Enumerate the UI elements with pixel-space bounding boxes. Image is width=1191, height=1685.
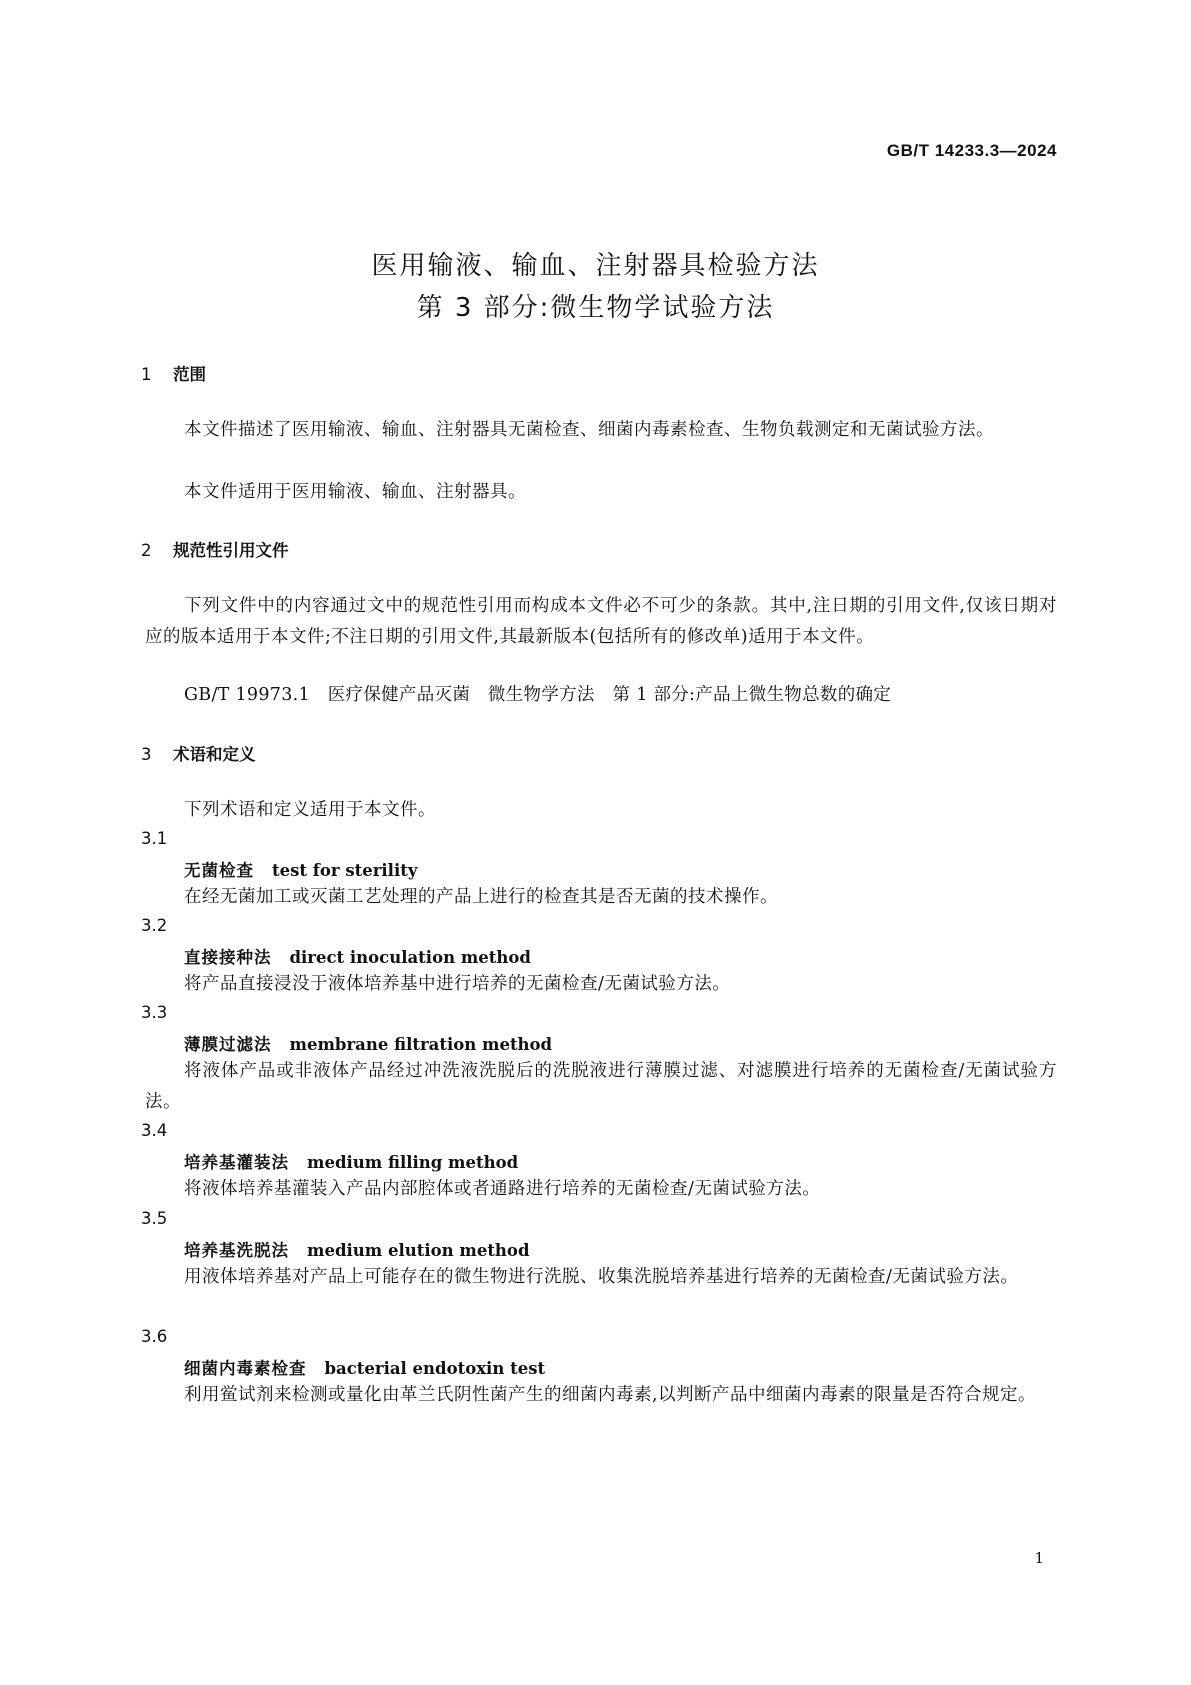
term-en: medium filling method	[307, 1153, 519, 1172]
term-number: 3.6	[141, 1327, 168, 1346]
term-en: bacterial endotoxin test	[324, 1359, 546, 1378]
term-heading	[184, 1149, 518, 1173]
term-en: test for sterility	[272, 861, 418, 880]
term-en: membrane filtration method	[289, 1035, 553, 1054]
term-number: 3.1	[141, 829, 168, 848]
section-title: 范围	[173, 365, 206, 384]
term-definition: 用液体培养基对产品上可能存在的微生物进行洗脱、收集洗脱培养基进行培养的无菌检查/无菌试验方法。	[184, 1267, 1019, 1287]
term-heading	[184, 1355, 545, 1379]
term-zh: 培养基灌装法	[184, 1153, 289, 1172]
section-title: 术语和定义	[173, 745, 256, 764]
term-number: 3.3	[141, 1003, 168, 1022]
term-zh: 直接接种法	[184, 948, 272, 967]
term-heading	[184, 857, 417, 881]
term-zh: 无菌检查	[184, 861, 254, 880]
term-number: 3.5	[141, 1209, 168, 1228]
section-1-paragraph-1: 本文件描述了医用输液、输血、注射器具无菌检查、细菌内毒素检查、生物负载测定和无菌试验方法。	[184, 420, 994, 440]
term-definition: 在经无菌加工或灭菌工艺处理的产品上进行的检查其是否无菌的技术操作。	[184, 887, 778, 907]
document-title-line1: 医用输液、输血、注射器具检验方法	[371, 251, 820, 281]
section-number: 1	[141, 365, 152, 384]
section-3-intro: 下列术语和定义适用于本文件。	[184, 800, 436, 820]
section-number: 2	[141, 541, 152, 560]
term-definition: 将产品直接浸没于液体培养基中进行培养的无菌检查/无菌试验方法。	[184, 974, 731, 994]
term-definition: 将液体产品或非液体产品经过冲洗液洗脱后的洗脱液进行薄膜过滤、对滤膜进行培养的无菌检查/无菌试验方法。	[145, 1061, 1057, 1112]
term-heading	[184, 1031, 552, 1055]
section-3-heading	[141, 741, 256, 765]
term-definition: 利用鲎试剂来检测或量化由革兰氏阴性菌产生的细菌内毒素,以判断产品中细菌内毒素的限量是否符合规定。	[184, 1385, 1037, 1405]
term-zh: 细菌内毒素检查	[184, 1359, 307, 1378]
section-1-heading	[141, 361, 206, 385]
term-number: 3.2	[141, 916, 168, 935]
section-number: 3	[141, 745, 152, 764]
standard-code: GB/T 14233.3—2024	[886, 141, 1057, 160]
term-en: medium elution method	[307, 1241, 530, 1260]
section-2-paragraph-1: 下列文件中的内容通过文中的规范性引用而构成本文件必不可少的条款。其中,注日期的引用文件,仅该日期对应的版本适用于本文件;不注日期的引用文件,其最新版本(包括所有的修改单)适用于本文件。	[145, 596, 1057, 647]
term-number: 3.4	[141, 1121, 168, 1140]
term-zh: 薄膜过滤法	[184, 1035, 272, 1054]
section-1-paragraph-2: 本文件适用于医用输液、输血、注射器具。	[184, 482, 526, 502]
term-definition: 将液体培养基灌装入产品内部腔体或者通路进行培养的无菌检查/无菌试验方法。	[184, 1179, 821, 1199]
page-number: 1	[1034, 1549, 1044, 1567]
term-zh: 培养基洗脱法	[184, 1241, 289, 1260]
normative-reference: GB/T 19973.1 医疗保健产品灭菌 微生物学方法 第 1 部分:产品上微生物总数的确定	[184, 685, 892, 705]
term-heading	[184, 1237, 529, 1261]
term-heading	[184, 944, 531, 968]
section-2-heading	[141, 537, 289, 561]
term-en: direct inoculation method	[289, 948, 531, 967]
section-title: 规范性引用文件	[173, 541, 289, 560]
document-title-line2: 第 3 部分:微生物学试验方法	[416, 293, 775, 323]
